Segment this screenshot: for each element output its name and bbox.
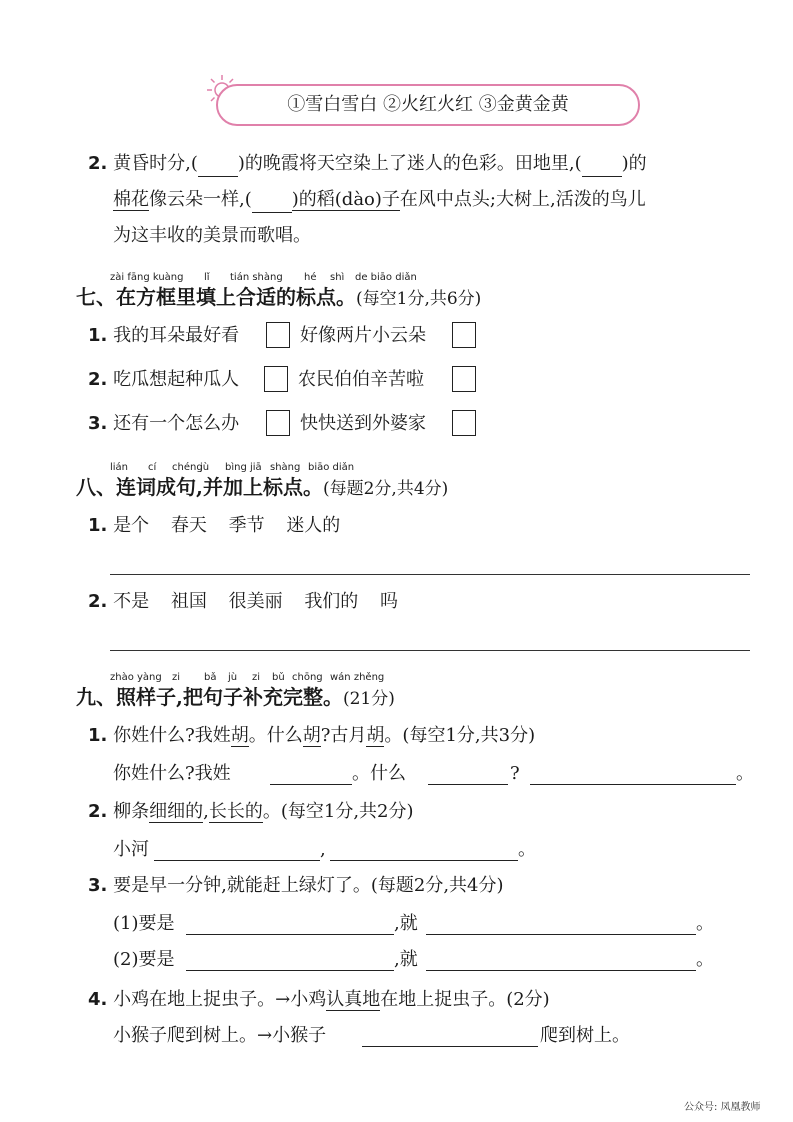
fill-blank-9-2a[interactable] <box>154 860 320 861</box>
footer-watermark: 公众号: 凤凰教师 <box>684 1102 761 1113</box>
sec9-pinyin-6: bǔ <box>272 672 285 683</box>
fill-text: ,就 <box>394 949 418 970</box>
punct-box-1a[interactable] <box>266 322 290 348</box>
blank-paren-2[interactable] <box>582 152 622 177</box>
fill-text: (1)要是 <box>113 913 175 934</box>
q6-2-line2 <box>113 188 646 213</box>
sec8-pinyin-7: shàng <box>270 462 301 473</box>
answer-line-8-1[interactable] <box>110 574 750 575</box>
word-card: 迷人的 <box>286 515 341 536</box>
fill-blank-9-2b[interactable] <box>330 860 518 861</box>
sec7-pinyin-3: tián shàng <box>230 272 283 283</box>
q9-4-example <box>88 988 550 1012</box>
underlined-cotton: 棉花 <box>113 189 149 210</box>
sec7-score: (每空1分,共6分) <box>356 289 482 309</box>
fill-blank-9-4[interactable] <box>362 1046 538 1047</box>
sec8-pinyin-4: jù <box>200 462 210 473</box>
item-number: 3. <box>88 875 108 896</box>
fill-blank-9-3b[interactable] <box>426 934 696 935</box>
sec9-pinyin-1: zhào yàng <box>110 672 162 683</box>
sec8-pinyin-5: bìng <box>225 462 247 473</box>
example-text: ?古月 <box>320 725 367 746</box>
q6-2-text-a: 黄昏时分,( <box>113 153 198 174</box>
fill-text: 。 <box>696 949 714 970</box>
item-number: 2. <box>88 369 108 390</box>
fill-text: 。 <box>518 839 536 860</box>
q6-2-number: 2. <box>88 153 108 174</box>
item-text-a: 吃瓜想起种瓜人 <box>113 369 240 390</box>
fill-blank-9-1b[interactable] <box>428 784 508 785</box>
sec9-pinyin-2: zi <box>172 672 181 683</box>
fill-text: 。 <box>696 913 714 934</box>
fill-text: (2)要是 <box>113 949 175 970</box>
example-text: 。 <box>384 725 403 746</box>
sec8-item-1 <box>88 514 340 538</box>
item-text-b: 好像两片小云朵 <box>300 325 426 346</box>
underlined-word: 胡 <box>302 725 321 746</box>
q6-2-text-e: 在风中点头;大树上,活泼的鸟儿 <box>399 189 646 210</box>
word-card: 是个 <box>113 515 150 536</box>
underlined-word: 认真地 <box>326 989 381 1010</box>
sec9-pinyin-3: bǎ <box>204 672 217 683</box>
fill-blank-9-1a[interactable] <box>270 784 352 785</box>
word-card: 我们的 <box>304 591 359 612</box>
item-number: 3. <box>88 413 108 434</box>
fill-text: 小猴子爬到树上。→小猴子 <box>113 1025 327 1046</box>
sec8-heading <box>76 474 448 502</box>
item-number: 1. <box>88 725 108 746</box>
q9-3-example <box>88 874 504 898</box>
item-score: (每题2分,共4分) <box>370 875 504 896</box>
fill-text: 小河 <box>113 839 149 860</box>
item-text-b: 农民伯伯辛苦啦 <box>298 369 424 390</box>
item-number: 4. <box>88 989 108 1010</box>
fill-text: 爬到树上。 <box>540 1025 630 1046</box>
punct-box-3a[interactable] <box>266 410 290 436</box>
underlined-rice: )的稻(dào)子 <box>291 189 400 210</box>
item-text-a: 还有一个怎么办 <box>113 413 240 434</box>
punct-box-2b[interactable] <box>452 366 476 392</box>
sec9-title: 九、照样子,把句子补充完整。 <box>76 685 343 709</box>
sec8-pinyin-1: lián <box>110 462 129 473</box>
sec8-pinyin-8: biāo diǎn <box>308 462 355 473</box>
word-card: 春天 <box>170 515 207 536</box>
fill-text: 。什么 <box>352 763 406 784</box>
example-text: 在地上捉虫子。 <box>380 989 507 1010</box>
example-text: 。什么 <box>248 725 303 746</box>
word-card: 很美丽 <box>228 591 283 612</box>
q6-2-text-c: )的 <box>621 153 647 174</box>
fill-blank-9-3a[interactable] <box>186 934 394 935</box>
sec9-pinyin-8: wán zhěng <box>330 672 385 683</box>
sec8-title: 八、连词成句,并加上标点。 <box>76 475 323 499</box>
word-card: 祖国 <box>170 591 207 612</box>
q6-2-line3: 为这丰收的美景而歌唱。 <box>113 225 311 246</box>
sec8-pinyin-2: cí <box>148 462 157 473</box>
word-card: 吗 <box>380 591 399 612</box>
sec7-heading <box>76 284 481 312</box>
item-number: 1. <box>88 325 108 346</box>
item-score: (每空1分,共3分) <box>402 725 536 746</box>
item-text-a: 我的耳朵最好看 <box>113 325 240 346</box>
item-text-b: 快快送到外婆家 <box>300 413 426 434</box>
sec7-pinyin-1: zài fāng kuàng <box>110 272 184 283</box>
example-text: 要是早一分钟,就能赶上绿灯了。 <box>113 875 371 896</box>
sec7-item-1 <box>88 324 239 348</box>
word-card: 不是 <box>113 591 150 612</box>
sec8-pinyin-6: jiā <box>250 462 262 473</box>
q6-2-text-b: )的晚霞将天空染上了迷人的色彩。田地里,( <box>237 153 582 174</box>
q9-1-example <box>88 724 535 748</box>
example-text: 柳条 <box>113 801 150 822</box>
sec7-title: 七、在方框里填上合适的标点。 <box>76 285 356 309</box>
underlined-word: 长长的 <box>208 801 263 822</box>
item-number: 1. <box>88 515 108 536</box>
word-card: 季节 <box>228 515 265 536</box>
fill-text: ,就 <box>394 913 418 934</box>
answer-line-8-2[interactable] <box>110 650 750 651</box>
sec7-pinyin-4: hé <box>304 272 317 283</box>
punct-box-2a[interactable] <box>264 366 288 392</box>
underlined-word: 胡 <box>230 725 249 746</box>
item-number: 2. <box>88 591 108 612</box>
sec9-heading <box>76 684 395 712</box>
example-text: 你姓什么?我姓 <box>113 725 231 746</box>
example-text: 。 <box>262 801 281 822</box>
sec7-pinyin-2: lǐ <box>204 272 210 283</box>
q9-2-example <box>88 800 414 824</box>
fill-blank-9-3c[interactable] <box>186 970 394 971</box>
fill-text: 你姓什么?我姓 <box>113 763 231 784</box>
underlined-word: 细细的 <box>149 801 204 822</box>
item-score: (2分) <box>506 989 550 1010</box>
item-number: 2. <box>88 801 108 822</box>
sec9-pinyin-4: jù <box>228 672 238 683</box>
q6-2-text-d: 像云朵一样,( <box>149 189 252 210</box>
sec7-item-2 <box>88 368 239 392</box>
punct-box-3b[interactable] <box>452 410 476 436</box>
sec9-score: (21分) <box>342 689 395 709</box>
blank-paren-3[interactable] <box>252 188 292 213</box>
fill-blank-9-1c[interactable] <box>530 784 736 785</box>
item-score: (每空1分,共2分) <box>280 801 414 822</box>
fill-text: 。 <box>736 763 754 784</box>
sec9-pinyin-5: zi <box>252 672 261 683</box>
example-text: , <box>203 801 209 822</box>
fill-text: ? <box>510 763 520 784</box>
example-text: 小鸡在地上捉虫子。→小鸡 <box>113 989 327 1010</box>
sec8-item-2 <box>88 590 398 614</box>
q6-2-line1 <box>88 152 647 177</box>
blank-paren-1[interactable] <box>198 152 238 177</box>
sec7-pinyin-6: de biāo diǎn <box>355 272 417 283</box>
options-box <box>216 84 640 126</box>
sec9-pinyin-7: chōng <box>292 672 323 683</box>
options-text: ①雪白雪白 ②火红火红 ③金黄金黄 <box>287 94 569 115</box>
sec7-item-3 <box>88 412 239 436</box>
sec8-pinyin-3: chéng <box>172 462 203 473</box>
underlined-word: 胡 <box>366 725 385 746</box>
sec7-pinyin-5: shì <box>330 272 345 283</box>
sec8-score: (每题2分,共4分) <box>322 479 449 499</box>
fill-text: , <box>320 839 326 860</box>
punct-box-1b[interactable] <box>452 322 476 348</box>
fill-blank-9-3d[interactable] <box>426 970 696 971</box>
